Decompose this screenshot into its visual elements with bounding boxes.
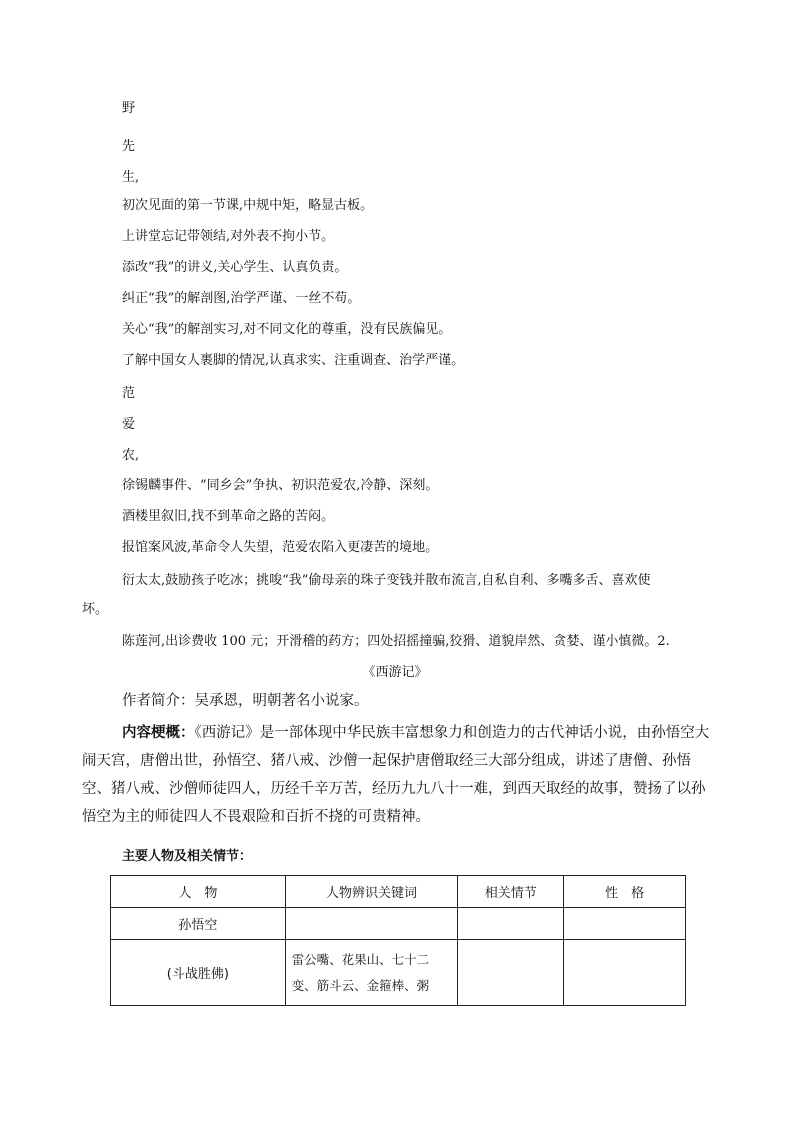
table-row xyxy=(111,940,686,1006)
header-character: 人 物 xyxy=(111,876,286,908)
character-name-char-3: 生, xyxy=(122,170,140,185)
keywords-line: 变、筋斗云、金箍棒、粥 xyxy=(291,977,430,993)
text-line: 上讲堂忘记带领结,对外表不拘小节。 xyxy=(122,229,335,244)
chen-lianhe-line: 陈莲河,出诊费收 100 元；开滑稽的药方；四处招摇撞骗,狡猾、道貌岸然、贪婪、谨小慎微。2. xyxy=(122,634,670,649)
text-line: 关心“我”的解剖实习,对不同文化的尊重，没有民族偏见。 xyxy=(122,322,452,337)
cell-plot xyxy=(458,908,564,940)
author-intro xyxy=(122,687,712,715)
yan-taitai-line-cont: 坏。 xyxy=(82,602,109,617)
character-name-char-3: 农, xyxy=(122,448,140,463)
author-text: 吴承恩，明朝著名小说家。 xyxy=(194,693,369,709)
text-line: 报馆案风波,革命令人失望，范爱农陷入更凄苦的境地。 xyxy=(122,540,439,555)
summary-paragraph xyxy=(82,719,712,831)
character-name-char-2: 爱 xyxy=(122,417,136,432)
summary-label: 内容梗概： xyxy=(122,725,195,741)
summary-text: 《西游记》是一部体现中华民族丰富想象力和创造力的古代神话小说，由孙悟空大闹天宫，唐僧出世，孙悟空、猪八戒、沙僧一起保护唐僧取经三大部分组成，讲述了唐僧、孙悟空、猪八戒、沙僧师徒四人，历经千辛万苦，经历九九八十一难，到西天取经的故事，赞扬了以孙悟空为主的师徒四人不畏艰险和百折不挠的可贵精神。 xyxy=(82,725,710,825)
keywords-line: 雷公嘴、花果山、七十二 xyxy=(291,951,430,967)
cell-plot xyxy=(458,940,564,1006)
character-name-char-1: 野 xyxy=(122,101,136,116)
cell-keywords xyxy=(285,908,458,940)
header-keywords: 人物辨识关键词 xyxy=(285,876,458,908)
character-name-char-2: 先 xyxy=(122,139,136,154)
yan-taitai-line: 衍太太,鼓励孩子吃冰；挑唆“我”偷母亲的珠子变钱并散布流言,自私自利、多嘴多舌、喜欢使 xyxy=(122,573,651,588)
cell-character: 孙悟空 xyxy=(111,908,286,940)
table-row xyxy=(111,908,686,940)
author-label: 作者简介： xyxy=(122,693,195,709)
header-plot: 相关情节 xyxy=(458,876,564,908)
book-title: 《西游记》 xyxy=(362,665,428,680)
characters-table xyxy=(110,875,686,1006)
text-line: 纠正“我”的解剖图,治学严谨、一丝不苟。 xyxy=(122,291,361,306)
cell-character: (斗战胜佛) xyxy=(111,940,286,1006)
character-name-char-1: 范 xyxy=(122,386,136,401)
text-line: 初次见面的第一节课,中规中矩，略显古板。 xyxy=(122,198,374,213)
cell-trait xyxy=(564,908,686,940)
text-line: 了解中国女人裹脚的情况,认真求实、注重调查、治学严谨。 xyxy=(122,353,465,368)
cell-trait xyxy=(564,940,686,1006)
header-trait: 性 格 xyxy=(564,876,686,908)
text-line: 酒楼里叙旧,找不到革命之路的苦闷。 xyxy=(122,509,335,524)
text-line: 徐锡麟事件、“同乡会”争执、初识范爱农,冷静、深刻。 xyxy=(122,478,439,493)
cell-keywords xyxy=(285,940,458,1006)
text-line: 添改“我”的讲义,关心学生、认真负责。 xyxy=(122,260,348,275)
table-caption: 主要人物及相关情节： xyxy=(122,849,253,864)
